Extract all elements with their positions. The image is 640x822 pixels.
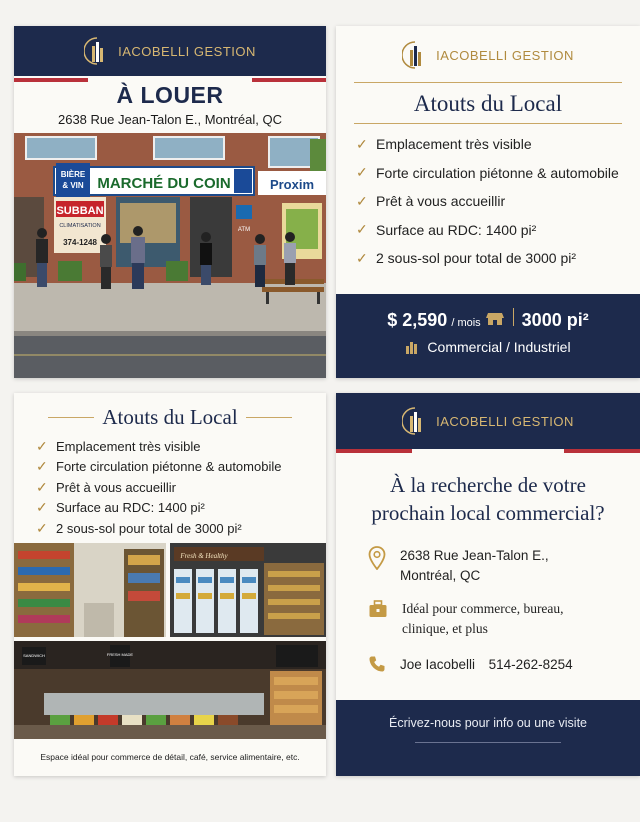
price-period: / mois	[451, 317, 481, 329]
brand-header	[336, 393, 640, 449]
interior-card	[14, 393, 326, 776]
headline-line-2: prochain local commercial?	[371, 501, 605, 526]
building-logo-icon	[402, 40, 428, 70]
check-icon: ✓	[36, 478, 48, 495]
price-footer	[336, 294, 640, 378]
category-row	[336, 339, 640, 355]
price-row	[336, 308, 640, 331]
brand-name: IACOBELLI GESTION	[436, 47, 574, 63]
brand-header	[336, 40, 640, 70]
contact-phone[interactable]: 514-262-8254	[488, 657, 573, 672]
brand-header	[14, 26, 326, 76]
list-item: ✓ Prêt à vous accueillir	[356, 192, 506, 210]
section-header	[14, 405, 326, 430]
brand-name: IACOBELLI GESTION	[436, 413, 574, 429]
list-item: ✓ Forte circulation piétonne & automobile	[36, 458, 282, 475]
check-icon: ✓	[356, 249, 368, 266]
red-accent-bars	[14, 78, 326, 82]
phone-row[interactable]	[368, 655, 573, 675]
cta-text[interactable]: Écrivez-nous pour info ou une visite	[388, 716, 588, 730]
features-list	[36, 436, 326, 539]
divider	[354, 82, 622, 83]
headline-line-1: À la recherche de votre	[390, 473, 586, 497]
divider	[246, 417, 292, 418]
contact-card	[336, 393, 640, 776]
use-case-row	[368, 599, 564, 638]
address-row	[368, 546, 549, 585]
check-icon: ✓	[36, 499, 48, 516]
sign-phone: 374-1248	[63, 238, 97, 247]
sign-vin: & VIN	[62, 181, 84, 190]
listing-card-a-louer	[14, 26, 326, 378]
use-case-text: Idéal pour commerce, bureau, clinique, et plus	[402, 601, 564, 636]
features-card	[336, 26, 640, 378]
check-icon: ✓	[36, 519, 48, 536]
sign-fresh-made: FRESH MADE	[106, 652, 134, 657]
list-item: ✓ Surface au RDC: 1400 pi²	[36, 499, 205, 516]
check-icon: ✓	[356, 192, 368, 209]
building-logo-icon	[402, 406, 428, 436]
price-value: $ 2,590	[387, 310, 448, 330]
list-item: ✓ Surface au RDC: 1400 pi²	[356, 221, 537, 238]
contact-name: Joe Iacobelli	[400, 657, 476, 672]
sign-biere: BIÈRE	[60, 170, 86, 179]
list-item: ✓ Forte circulation piétonne & automobile	[356, 164, 619, 181]
cta-footer	[336, 700, 640, 776]
divider	[415, 742, 561, 743]
contact-text	[400, 655, 573, 675]
sign-clim: CLIMATISATION	[59, 223, 101, 229]
section-title: Atouts du Local	[102, 405, 238, 429]
building-icon	[405, 340, 419, 354]
check-icon: ✓	[356, 221, 368, 238]
page-title: À LOUER	[116, 82, 224, 108]
image-caption: Espace idéal pour commerce de détail, café, service alimentaire, etc.	[40, 752, 300, 762]
list-item: ✓ Emplacement très visible	[356, 135, 532, 153]
interior-photo-grid	[14, 543, 326, 739]
red-accent-bars	[336, 449, 640, 453]
sign-proxim: Proxim	[269, 177, 315, 192]
storefront-photo	[14, 133, 326, 378]
divider	[354, 123, 622, 124]
headline	[336, 471, 640, 528]
list-item: ✓ Prêt à vous accueillir	[36, 478, 176, 495]
check-icon: ✓	[356, 164, 368, 181]
location-pin-icon	[368, 546, 386, 570]
separator	[513, 308, 514, 326]
divider	[48, 417, 94, 418]
sign-marche: MARCHÉ DU COIN	[97, 175, 231, 192]
sign-fresh-healthy: Fresh & Healthy	[180, 552, 228, 560]
brand-name: IACOBELLI GESTION	[118, 43, 256, 59]
briefcase-icon	[368, 599, 388, 619]
building-logo-icon	[84, 36, 110, 66]
sign-sandwich: SANDWICH	[23, 653, 45, 658]
check-icon: ✓	[36, 437, 48, 454]
features-list	[356, 130, 640, 273]
section-title: Atouts du Local	[413, 91, 563, 116]
address-text: 2638 Rue Jean-Talon E., Montréal, QC	[400, 548, 549, 583]
check-icon: ✓	[356, 135, 368, 152]
category-label: Commercial / Industriel	[427, 339, 571, 355]
storefront-icon	[485, 312, 505, 326]
check-icon: ✓	[36, 458, 48, 475]
sign-subban: SUBBAN	[56, 205, 104, 217]
area-value: 3000 pi²	[521, 310, 589, 330]
list-item: ✓ 2 sous-sol pour total de 3000 pi²	[36, 519, 242, 536]
address-text: 2638 Rue Jean-Talon E., Montréal, QC	[57, 112, 282, 127]
phone-icon	[368, 655, 386, 673]
list-item: ✓ 2 sous-sol pour total de 3000 pi²	[356, 249, 577, 267]
list-item: ✓ Emplacement très visible	[36, 437, 201, 454]
sign-atm: ATM	[237, 227, 251, 233]
